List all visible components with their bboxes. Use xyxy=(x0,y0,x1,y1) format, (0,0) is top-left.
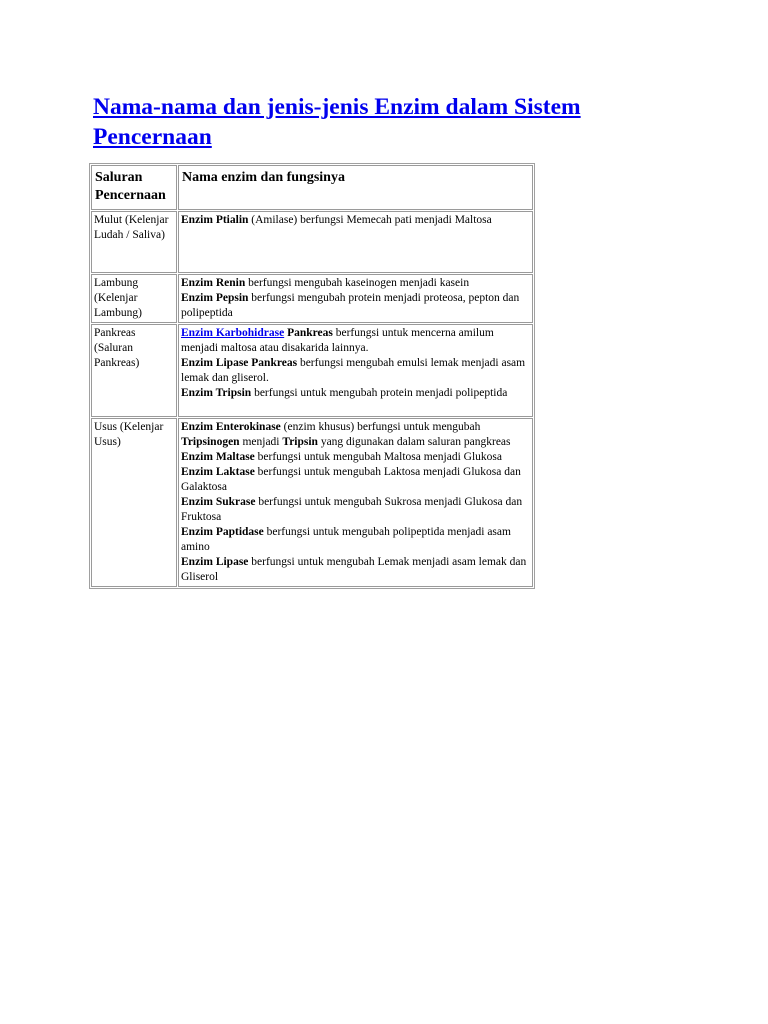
enzyme-function: berfungsi untuk mengubah Laktosa menjadi Glukosa dan Galaktosa xyxy=(181,466,521,493)
table-header-row xyxy=(91,165,533,210)
enzyme-cell xyxy=(178,211,533,273)
enzyme-entry xyxy=(181,525,530,555)
table-row xyxy=(91,274,533,323)
enzyme-entry xyxy=(181,326,530,356)
enzyme-entry xyxy=(181,555,530,585)
enzyme-function: (enzim khusus) berfungsi untuk mengubah xyxy=(280,421,481,433)
enzyme-function: berfungsi untuk mengubah Lemak menjadi asam lemak dan Gliserol xyxy=(181,556,527,583)
enzyme-entry xyxy=(181,213,530,228)
enzim-karbohidrase-link[interactable]: Enzim Karbohidrase xyxy=(181,327,285,339)
enzyme-entry xyxy=(181,356,530,386)
enzyme-name: Tripsinogen xyxy=(181,436,240,448)
enzyme-name: Enzim Paptidase xyxy=(181,526,264,538)
enzyme-function: berfungsi mengubah kaseinogen menjadi kasein xyxy=(245,277,470,289)
enzyme-entry xyxy=(181,450,530,465)
enzyme-name: Enzim Maltase xyxy=(181,451,255,463)
organ-cell: Pankreas (Saluran Pankreas) xyxy=(91,324,177,417)
enzyme-name: Enzim Ptialin xyxy=(181,214,249,226)
enzyme-entry xyxy=(181,291,530,321)
table-row xyxy=(91,418,533,587)
enzyme-entry xyxy=(181,420,530,450)
enzyme-function: berfungsi untuk mengubah Maltosa menjadi Glukosa xyxy=(254,451,502,463)
enzyme-name: Enzim Lipase xyxy=(181,556,249,568)
enzyme-function: berfungsi untuk mencerna amilum menjadi maltosa atau disakarida lainnya. xyxy=(181,327,494,354)
enzyme-cell xyxy=(178,324,533,417)
enzyme-cell xyxy=(178,418,533,587)
enzyme-function: berfungsi untuk mengubah polipeptida menjadi asam amino xyxy=(181,526,511,553)
enzyme-name: Enzim Pepsin xyxy=(181,292,249,304)
enzyme-name: Enzim Enterokinase xyxy=(181,421,281,433)
enzyme-name: Enzim Renin xyxy=(181,277,246,289)
enzyme-name: Enzim Sukrase xyxy=(181,496,256,508)
enzyme-name: Enzim Tripsin xyxy=(181,387,252,399)
enzyme-function: menjadi xyxy=(239,436,283,448)
organ-cell: Mulut (Kelenjar Ludah / Saliva) xyxy=(91,211,177,273)
enzyme-function: yang digunakan dalam saluran pangkreas xyxy=(317,436,511,448)
enzyme-function: berfungsi untuk mengubah protein menjadi polipeptida xyxy=(251,387,508,399)
table-row xyxy=(91,211,533,273)
column-header-enzim: Nama enzim dan fungsinya xyxy=(178,165,533,210)
enzyme-entry xyxy=(181,465,530,495)
enzyme-function: berfungsi mengubah protein menjadi proteosa, pepton dan polipeptida xyxy=(181,292,520,319)
enzyme-name: Enzim Lipase Pankreas xyxy=(181,357,298,369)
enzyme-entry xyxy=(181,276,530,291)
page-title[interactable]: Nama-nama dan jenis-jenis Enzim dalam Sistem Pencernaan xyxy=(93,94,581,150)
enzyme-function: (Amilase) berfungsi Memecah pati menjadi Maltosa xyxy=(248,214,492,226)
organ-cell: Lambung (Kelenjar Lambung) xyxy=(91,274,177,323)
table-row xyxy=(91,324,533,417)
enzyme-name: Tripsin xyxy=(282,436,318,448)
enzyme-entry xyxy=(181,386,530,401)
organ-cell: Usus (Kelenjar Usus) xyxy=(91,418,177,587)
enzyme-name: Enzim Laktase xyxy=(181,466,255,478)
enzyme-function: berfungsi mengubah emulsi lemak menjadi asam lemak dan gliserol. xyxy=(181,357,526,384)
enzyme-cell xyxy=(178,274,533,323)
enzyme-name: Pankreas xyxy=(284,327,333,339)
enzyme-function: berfungsi untuk mengubah Sukrosa menjadi Glukosa dan Fruktosa xyxy=(181,496,523,523)
enzyme-table xyxy=(89,163,535,589)
column-header-saluran: Saluran Pencernaan xyxy=(91,165,177,210)
enzyme-entry xyxy=(181,495,530,525)
